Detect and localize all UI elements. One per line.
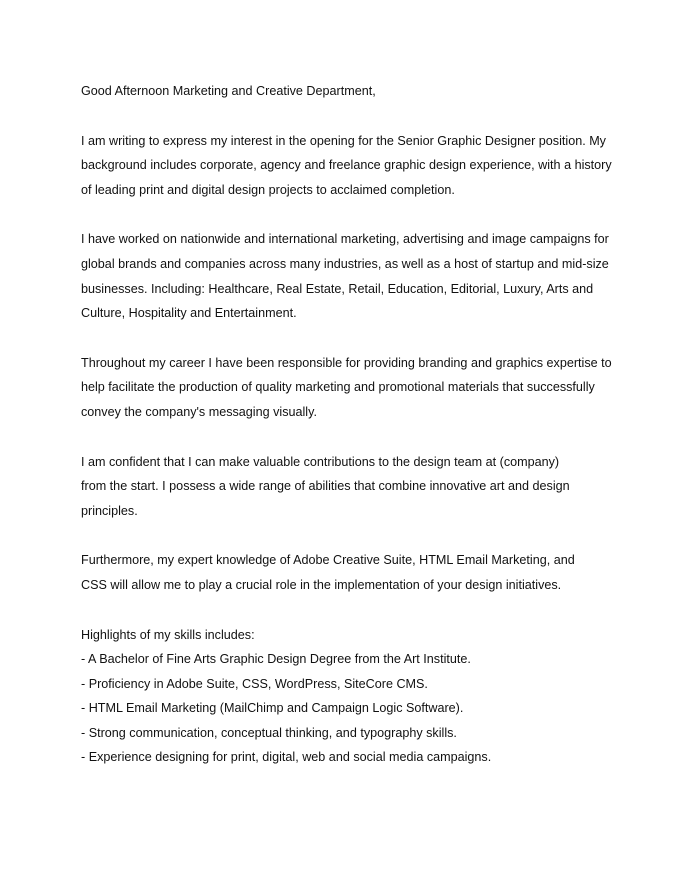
skills-section — [81, 623, 621, 771]
greeting-line: Good Afternoon Marketing and Creative Department, — [81, 84, 376, 98]
paragraph-line: I am writing to express my interest in the opening for the Senior Graphic Designer position. My — [81, 133, 606, 148]
skill-list-item: - A Bachelor of Fine Arts Graphic Design Degree from the Art Institute. — [81, 652, 471, 667]
skill-list-item: - Experience designing for print, digital, web and social media campaigns. — [81, 750, 492, 765]
paragraph-line: help facilitate the production of quality marketing and promotional materials that successfully — [81, 380, 595, 395]
paragraph-line: from the start. I possess a wide range of abilities that combine innovative art and design — [81, 479, 570, 494]
paragraph-line: convey the company's messaging visually. — [81, 404, 317, 419]
paragraph-line: CSS will allow me to play a crucial role in the implementation of your design initiatives. — [81, 577, 562, 592]
paragraph-line: Furthermore, my expert knowledge of Adobe Creative Suite, HTML Email Marketing, and — [81, 553, 575, 568]
paragraph-line: of leading print and digital design projects to acclaimed completion. — [81, 182, 455, 197]
paragraph-knowledge — [81, 548, 621, 597]
skills-heading: Highlights of my skills includes: — [81, 627, 255, 642]
cover-letter-body — [81, 79, 621, 795]
paragraph-line: I am confident that I can make valuable contributions to the design team at (company) — [81, 454, 560, 469]
skill-list-item: - HTML Email Marketing (MailChimp and Campaign Logic Software). — [81, 701, 464, 716]
paragraph-confidence — [81, 450, 621, 524]
paragraph-line: Culture, Hospitality and Entertainment. — [81, 306, 297, 321]
paragraph-line: Throughout my career I have been responsible for providing branding and graphics expertise to — [81, 355, 612, 370]
paragraph-career — [81, 351, 621, 425]
paragraph-line: I have worked on nationwide and international marketing, advertising and image campaigns for — [81, 232, 609, 247]
paragraph-experience — [81, 227, 621, 325]
paragraph-line: principles. — [81, 503, 138, 518]
skill-list-item: - Strong communication, conceptual thinking, and typography skills. — [81, 725, 457, 740]
paragraph-line: background includes corporate, agency and freelance graphic design experience, with a history — [81, 158, 612, 173]
paragraph-line: global brands and companies across many industries, as well as a host of startup and mid-size — [81, 256, 609, 271]
paragraph-line: businesses. Including: Healthcare, Real Estate, Retail, Education, Editorial, Luxury, Arts and — [81, 281, 594, 296]
paragraph-interest — [81, 129, 621, 203]
skill-list-item: - Proficiency in Adobe Suite, CSS, WordPress, SiteCore CMS. — [81, 676, 428, 691]
